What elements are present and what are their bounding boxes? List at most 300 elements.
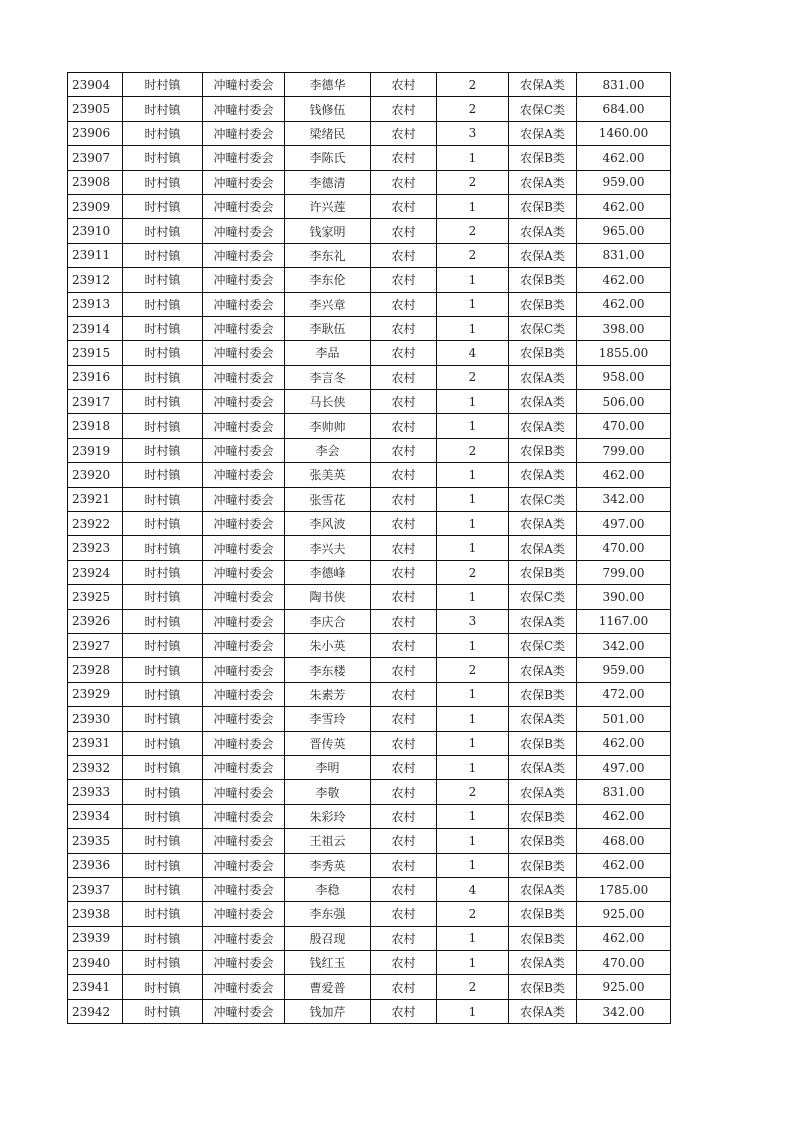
town-cell: 时村镇 xyxy=(123,755,203,779)
table-row xyxy=(68,658,671,682)
village-committee-cell: 冲疃村委会 xyxy=(203,438,285,462)
household-type-cell: 农村 xyxy=(371,390,437,414)
record-id-cell: 23939 xyxy=(68,926,123,950)
person-name-cell: 李敬 xyxy=(285,780,371,804)
member-count-cell: 2 xyxy=(437,73,509,97)
table-row xyxy=(68,463,671,487)
amount-cell: 1785.00 xyxy=(577,877,671,901)
record-id-cell: 23921 xyxy=(68,487,123,511)
member-count-cell: 1 xyxy=(437,146,509,170)
member-count-cell: 2 xyxy=(437,365,509,389)
amount-cell: 390.00 xyxy=(577,585,671,609)
person-name-cell: 李东伦 xyxy=(285,268,371,292)
member-count-cell: 2 xyxy=(437,243,509,267)
village-committee-cell: 冲疃村委会 xyxy=(203,780,285,804)
village-committee-cell: 冲疃村委会 xyxy=(203,463,285,487)
town-cell: 时村镇 xyxy=(123,316,203,340)
insurance-class-cell: 农保A类 xyxy=(509,755,577,779)
person-name-cell: 李耿伍 xyxy=(285,316,371,340)
table-row xyxy=(68,219,671,243)
member-count-cell: 1 xyxy=(437,487,509,511)
village-committee-cell: 冲疃村委会 xyxy=(203,804,285,828)
village-committee-cell: 冲疃村委会 xyxy=(203,512,285,536)
household-type-cell: 农村 xyxy=(371,292,437,316)
village-committee-cell: 冲疃村委会 xyxy=(203,926,285,950)
person-name-cell: 李会 xyxy=(285,438,371,462)
record-id-cell: 23910 xyxy=(68,219,123,243)
town-cell: 时村镇 xyxy=(123,268,203,292)
table-row xyxy=(68,536,671,560)
member-count-cell: 1 xyxy=(437,585,509,609)
table-row xyxy=(68,390,671,414)
table-row xyxy=(68,707,671,731)
town-cell: 时村镇 xyxy=(123,902,203,926)
record-id-cell: 23931 xyxy=(68,731,123,755)
person-name-cell: 李明 xyxy=(285,755,371,779)
table-row xyxy=(68,560,671,584)
household-type-cell: 农村 xyxy=(371,707,437,731)
member-count-cell: 1 xyxy=(437,268,509,292)
amount-cell: 462.00 xyxy=(577,804,671,828)
amount-cell: 497.00 xyxy=(577,512,671,536)
insurance-class-cell: 农保A类 xyxy=(509,512,577,536)
amount-cell: 831.00 xyxy=(577,780,671,804)
amount-cell: 462.00 xyxy=(577,292,671,316)
town-cell: 时村镇 xyxy=(123,73,203,97)
village-committee-cell: 冲疃村委会 xyxy=(203,658,285,682)
table-row xyxy=(68,682,671,706)
table-row xyxy=(68,438,671,462)
record-id-cell: 23908 xyxy=(68,170,123,194)
table-row xyxy=(68,731,671,755)
record-id-cell: 23904 xyxy=(68,73,123,97)
insurance-class-cell: 农保B类 xyxy=(509,926,577,950)
record-id-cell: 23918 xyxy=(68,414,123,438)
town-cell: 时村镇 xyxy=(123,853,203,877)
table-row xyxy=(68,268,671,292)
record-id-cell: 23937 xyxy=(68,877,123,901)
household-type-cell: 农村 xyxy=(371,365,437,389)
member-count-cell: 2 xyxy=(437,170,509,194)
record-id-cell: 23934 xyxy=(68,804,123,828)
insurance-class-cell: 农保B类 xyxy=(509,829,577,853)
table-row xyxy=(68,585,671,609)
record-id-cell: 23930 xyxy=(68,707,123,731)
insurance-class-cell: 农保B类 xyxy=(509,146,577,170)
village-committee-cell: 冲疃村委会 xyxy=(203,268,285,292)
person-name-cell: 李德峰 xyxy=(285,560,371,584)
table-row xyxy=(68,975,671,999)
member-count-cell: 2 xyxy=(437,219,509,243)
amount-cell: 925.00 xyxy=(577,975,671,999)
person-name-cell: 李风波 xyxy=(285,512,371,536)
table-row xyxy=(68,170,671,194)
record-id-cell: 23925 xyxy=(68,585,123,609)
village-committee-cell: 冲疃村委会 xyxy=(203,999,285,1023)
insurance-class-cell: 农保A类 xyxy=(509,999,577,1023)
insurance-class-cell: 农保A类 xyxy=(509,877,577,901)
table-row xyxy=(68,341,671,365)
amount-cell: 472.00 xyxy=(577,682,671,706)
person-name-cell: 曹爱普 xyxy=(285,975,371,999)
town-cell: 时村镇 xyxy=(123,975,203,999)
household-type-cell: 农村 xyxy=(371,780,437,804)
village-committee-cell: 冲疃村委会 xyxy=(203,97,285,121)
household-type-cell: 农村 xyxy=(371,926,437,950)
record-id-cell: 23936 xyxy=(68,853,123,877)
household-type-cell: 农村 xyxy=(371,951,437,975)
table-row xyxy=(68,73,671,97)
record-id-cell: 23906 xyxy=(68,121,123,145)
person-name-cell: 李兴夫 xyxy=(285,536,371,560)
member-count-cell: 1 xyxy=(437,682,509,706)
insurance-class-cell: 农保A类 xyxy=(509,365,577,389)
record-id-cell: 23926 xyxy=(68,609,123,633)
member-count-cell: 1 xyxy=(437,316,509,340)
record-id-cell: 23933 xyxy=(68,780,123,804)
table-row xyxy=(68,487,671,511)
village-committee-cell: 冲疃村委会 xyxy=(203,585,285,609)
household-type-cell: 农村 xyxy=(371,902,437,926)
household-type-cell: 农村 xyxy=(371,341,437,365)
amount-cell: 684.00 xyxy=(577,97,671,121)
table-row xyxy=(68,951,671,975)
person-name-cell: 李秀英 xyxy=(285,853,371,877)
member-count-cell: 1 xyxy=(437,414,509,438)
member-count-cell: 1 xyxy=(437,951,509,975)
amount-cell: 958.00 xyxy=(577,365,671,389)
household-type-cell: 农村 xyxy=(371,73,437,97)
member-count-cell: 3 xyxy=(437,609,509,633)
person-name-cell: 王祖云 xyxy=(285,829,371,853)
household-type-cell: 农村 xyxy=(371,438,437,462)
amount-cell: 470.00 xyxy=(577,536,671,560)
record-id-cell: 23942 xyxy=(68,999,123,1023)
village-committee-cell: 冲疃村委会 xyxy=(203,682,285,706)
member-count-cell: 1 xyxy=(437,999,509,1023)
town-cell: 时村镇 xyxy=(123,487,203,511)
village-committee-cell: 冲疃村委会 xyxy=(203,414,285,438)
insurance-class-cell: 农保C类 xyxy=(509,487,577,511)
person-name-cell: 钱家明 xyxy=(285,219,371,243)
person-name-cell: 钱修伍 xyxy=(285,97,371,121)
insurance-class-cell: 农保B类 xyxy=(509,194,577,218)
town-cell: 时村镇 xyxy=(123,926,203,950)
town-cell: 时村镇 xyxy=(123,585,203,609)
record-id-cell: 23922 xyxy=(68,512,123,536)
household-type-cell: 农村 xyxy=(371,97,437,121)
household-type-cell: 农村 xyxy=(371,536,437,560)
member-count-cell: 1 xyxy=(437,926,509,950)
household-type-cell: 农村 xyxy=(371,414,437,438)
table-row xyxy=(68,633,671,657)
table-row xyxy=(68,609,671,633)
table-row xyxy=(68,829,671,853)
insurance-class-cell: 农保B类 xyxy=(509,560,577,584)
table-row xyxy=(68,755,671,779)
town-cell: 时村镇 xyxy=(123,194,203,218)
insurance-class-cell: 农保B类 xyxy=(509,804,577,828)
village-committee-cell: 冲疃村委会 xyxy=(203,121,285,145)
village-committee-cell: 冲疃村委会 xyxy=(203,365,285,389)
amount-cell: 342.00 xyxy=(577,487,671,511)
record-id-cell: 23927 xyxy=(68,633,123,657)
amount-cell: 342.00 xyxy=(577,633,671,657)
record-id-cell: 23924 xyxy=(68,560,123,584)
amount-cell: 831.00 xyxy=(577,73,671,97)
insurance-class-cell: 农保C类 xyxy=(509,97,577,121)
village-committee-cell: 冲疃村委会 xyxy=(203,390,285,414)
household-type-cell: 农村 xyxy=(371,633,437,657)
member-count-cell: 1 xyxy=(437,390,509,414)
record-id-cell: 23941 xyxy=(68,975,123,999)
household-type-cell: 农村 xyxy=(371,219,437,243)
record-id-cell: 23913 xyxy=(68,292,123,316)
table-row xyxy=(68,243,671,267)
town-cell: 时村镇 xyxy=(123,365,203,389)
insurance-class-cell: 农保A类 xyxy=(509,609,577,633)
amount-cell: 506.00 xyxy=(577,390,671,414)
table-row xyxy=(68,780,671,804)
person-name-cell: 许兴莲 xyxy=(285,194,371,218)
town-cell: 时村镇 xyxy=(123,780,203,804)
member-count-cell: 4 xyxy=(437,341,509,365)
household-type-cell: 农村 xyxy=(371,682,437,706)
record-id-cell: 23919 xyxy=(68,438,123,462)
village-committee-cell: 冲疃村委会 xyxy=(203,731,285,755)
records-table xyxy=(67,72,671,1024)
town-cell: 时村镇 xyxy=(123,219,203,243)
member-count-cell: 2 xyxy=(437,97,509,121)
amount-cell: 398.00 xyxy=(577,316,671,340)
table-row xyxy=(68,902,671,926)
town-cell: 时村镇 xyxy=(123,707,203,731)
town-cell: 时村镇 xyxy=(123,243,203,267)
person-name-cell: 李稳 xyxy=(285,877,371,901)
person-name-cell: 钱加芹 xyxy=(285,999,371,1023)
person-name-cell: 陶书侠 xyxy=(285,585,371,609)
table-row xyxy=(68,926,671,950)
village-committee-cell: 冲疃村委会 xyxy=(203,219,285,243)
insurance-class-cell: 农保A类 xyxy=(509,243,577,267)
amount-cell: 1167.00 xyxy=(577,609,671,633)
village-committee-cell: 冲疃村委会 xyxy=(203,707,285,731)
person-name-cell: 李东楼 xyxy=(285,658,371,682)
member-count-cell: 2 xyxy=(437,560,509,584)
household-type-cell: 农村 xyxy=(371,731,437,755)
village-committee-cell: 冲疃村委会 xyxy=(203,536,285,560)
member-count-cell: 2 xyxy=(437,438,509,462)
record-id-cell: 23920 xyxy=(68,463,123,487)
member-count-cell: 1 xyxy=(437,853,509,877)
town-cell: 时村镇 xyxy=(123,560,203,584)
member-count-cell: 1 xyxy=(437,755,509,779)
insurance-class-cell: 农保B类 xyxy=(509,438,577,462)
insurance-class-cell: 农保A类 xyxy=(509,73,577,97)
town-cell: 时村镇 xyxy=(123,658,203,682)
member-count-cell: 2 xyxy=(437,902,509,926)
person-name-cell: 朱小英 xyxy=(285,633,371,657)
village-committee-cell: 冲疃村委会 xyxy=(203,633,285,657)
record-id-cell: 23932 xyxy=(68,755,123,779)
person-name-cell: 李德华 xyxy=(285,73,371,97)
table-row xyxy=(68,804,671,828)
village-committee-cell: 冲疃村委会 xyxy=(203,609,285,633)
person-name-cell: 李兴章 xyxy=(285,292,371,316)
village-committee-cell: 冲疃村委会 xyxy=(203,755,285,779)
person-name-cell: 李帅帅 xyxy=(285,414,371,438)
town-cell: 时村镇 xyxy=(123,609,203,633)
member-count-cell: 4 xyxy=(437,877,509,901)
village-committee-cell: 冲疃村委会 xyxy=(203,853,285,877)
household-type-cell: 农村 xyxy=(371,804,437,828)
table-row xyxy=(68,512,671,536)
person-name-cell: 李言冬 xyxy=(285,365,371,389)
household-type-cell: 农村 xyxy=(371,487,437,511)
person-name-cell: 李庆合 xyxy=(285,609,371,633)
insurance-class-cell: 农保A类 xyxy=(509,658,577,682)
town-cell: 时村镇 xyxy=(123,829,203,853)
household-type-cell: 农村 xyxy=(371,121,437,145)
town-cell: 时村镇 xyxy=(123,536,203,560)
insurance-class-cell: 农保A类 xyxy=(509,951,577,975)
person-name-cell: 李东强 xyxy=(285,902,371,926)
insurance-class-cell: 农保B类 xyxy=(509,292,577,316)
member-count-cell: 1 xyxy=(437,731,509,755)
amount-cell: 342.00 xyxy=(577,999,671,1023)
household-type-cell: 农村 xyxy=(371,755,437,779)
person-name-cell: 李雪玲 xyxy=(285,707,371,731)
table-row xyxy=(68,365,671,389)
town-cell: 时村镇 xyxy=(123,731,203,755)
amount-cell: 1855.00 xyxy=(577,341,671,365)
member-count-cell: 1 xyxy=(437,292,509,316)
table-row xyxy=(68,292,671,316)
insurance-class-cell: 农保B类 xyxy=(509,902,577,926)
person-name-cell: 朱素芳 xyxy=(285,682,371,706)
record-id-cell: 23905 xyxy=(68,97,123,121)
village-committee-cell: 冲疃村委会 xyxy=(203,243,285,267)
amount-cell: 462.00 xyxy=(577,853,671,877)
town-cell: 时村镇 xyxy=(123,97,203,121)
amount-cell: 959.00 xyxy=(577,170,671,194)
amount-cell: 462.00 xyxy=(577,194,671,218)
member-count-cell: 1 xyxy=(437,829,509,853)
member-count-cell: 1 xyxy=(437,463,509,487)
town-cell: 时村镇 xyxy=(123,999,203,1023)
town-cell: 时村镇 xyxy=(123,951,203,975)
town-cell: 时村镇 xyxy=(123,292,203,316)
household-type-cell: 农村 xyxy=(371,877,437,901)
person-name-cell: 梁绪民 xyxy=(285,121,371,145)
record-id-cell: 23915 xyxy=(68,341,123,365)
amount-cell: 965.00 xyxy=(577,219,671,243)
insurance-class-cell: 农保B类 xyxy=(509,975,577,999)
person-name-cell: 张雪花 xyxy=(285,487,371,511)
household-type-cell: 农村 xyxy=(371,658,437,682)
insurance-class-cell: 农保B类 xyxy=(509,853,577,877)
table-row xyxy=(68,414,671,438)
amount-cell: 1460.00 xyxy=(577,121,671,145)
record-id-cell: 23928 xyxy=(68,658,123,682)
insurance-class-cell: 农保A类 xyxy=(509,780,577,804)
town-cell: 时村镇 xyxy=(123,146,203,170)
person-name-cell: 朱彩玲 xyxy=(285,804,371,828)
insurance-class-cell: 农保B类 xyxy=(509,731,577,755)
village-committee-cell: 冲疃村委会 xyxy=(203,975,285,999)
insurance-class-cell: 农保A类 xyxy=(509,536,577,560)
town-cell: 时村镇 xyxy=(123,682,203,706)
insurance-class-cell: 农保C类 xyxy=(509,633,577,657)
person-name-cell: 李品 xyxy=(285,341,371,365)
village-committee-cell: 冲疃村委会 xyxy=(203,292,285,316)
village-committee-cell: 冲疃村委会 xyxy=(203,877,285,901)
member-count-cell: 2 xyxy=(437,975,509,999)
record-id-cell: 23914 xyxy=(68,316,123,340)
amount-cell: 497.00 xyxy=(577,755,671,779)
amount-cell: 501.00 xyxy=(577,707,671,731)
household-type-cell: 农村 xyxy=(371,194,437,218)
table-row xyxy=(68,853,671,877)
household-type-cell: 农村 xyxy=(371,999,437,1023)
record-id-cell: 23938 xyxy=(68,902,123,926)
record-id-cell: 23935 xyxy=(68,829,123,853)
amount-cell: 468.00 xyxy=(577,829,671,853)
table-row xyxy=(68,121,671,145)
town-cell: 时村镇 xyxy=(123,463,203,487)
village-committee-cell: 冲疃村委会 xyxy=(203,341,285,365)
insurance-class-cell: 农保C类 xyxy=(509,316,577,340)
amount-cell: 799.00 xyxy=(577,438,671,462)
member-count-cell: 2 xyxy=(437,658,509,682)
record-id-cell: 23907 xyxy=(68,146,123,170)
village-committee-cell: 冲疃村委会 xyxy=(203,316,285,340)
insurance-class-cell: 农保C类 xyxy=(509,585,577,609)
insurance-class-cell: 农保A类 xyxy=(509,390,577,414)
table-row xyxy=(68,194,671,218)
record-id-cell: 23911 xyxy=(68,243,123,267)
member-count-cell: 1 xyxy=(437,633,509,657)
amount-cell: 462.00 xyxy=(577,731,671,755)
village-committee-cell: 冲疃村委会 xyxy=(203,487,285,511)
person-name-cell: 李陈氏 xyxy=(285,146,371,170)
insurance-class-cell: 农保B类 xyxy=(509,341,577,365)
person-name-cell: 马长侠 xyxy=(285,390,371,414)
record-id-cell: 23909 xyxy=(68,194,123,218)
village-committee-cell: 冲疃村委会 xyxy=(203,146,285,170)
insurance-class-cell: 农保A类 xyxy=(509,121,577,145)
amount-cell: 799.00 xyxy=(577,560,671,584)
village-committee-cell: 冲疃村委会 xyxy=(203,194,285,218)
member-count-cell: 1 xyxy=(437,707,509,731)
record-id-cell: 23912 xyxy=(68,268,123,292)
person-name-cell: 李德清 xyxy=(285,170,371,194)
table-row xyxy=(68,316,671,340)
household-type-cell: 农村 xyxy=(371,170,437,194)
person-name-cell: 钱红玉 xyxy=(285,951,371,975)
town-cell: 时村镇 xyxy=(123,121,203,145)
household-type-cell: 农村 xyxy=(371,463,437,487)
household-type-cell: 农村 xyxy=(371,585,437,609)
town-cell: 时村镇 xyxy=(123,390,203,414)
village-committee-cell: 冲疃村委会 xyxy=(203,560,285,584)
household-type-cell: 农村 xyxy=(371,609,437,633)
table-row xyxy=(68,999,671,1023)
record-id-cell: 23917 xyxy=(68,390,123,414)
insurance-class-cell: 农保A类 xyxy=(509,170,577,194)
insurance-class-cell: 农保A类 xyxy=(509,463,577,487)
village-committee-cell: 冲疃村委会 xyxy=(203,902,285,926)
